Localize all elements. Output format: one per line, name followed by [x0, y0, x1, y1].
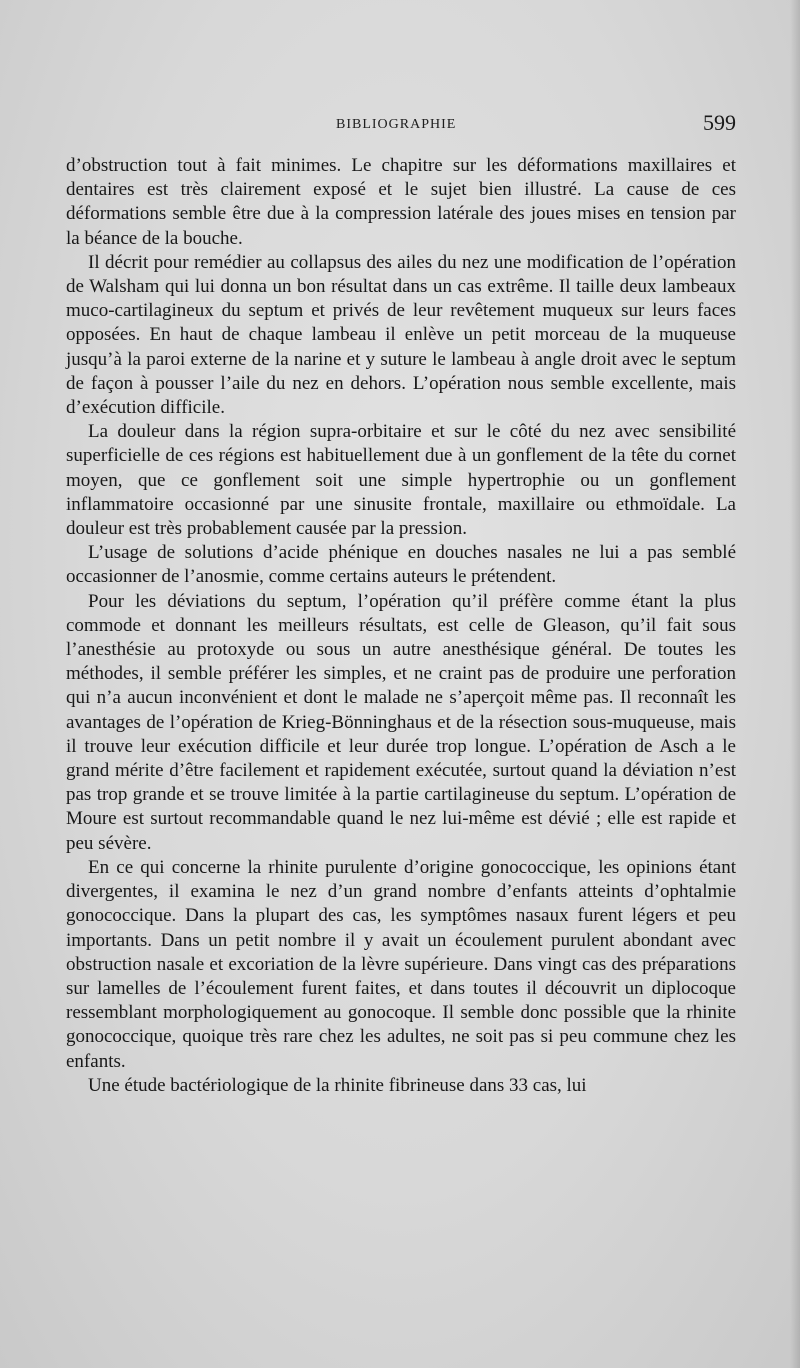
- paragraph-6: En ce qui concerne la rhinite purulente d’origine gonococcique, les opinions étant divergentes, il examina le nez d’un grand nombre d’enfants atteints d’ophtalmie gonococcique. Dans la plupart des cas, les symptômes nasaux furent légers et peu importants. Dans un petit nombre il y avait un écoulement purulent abondant avec obstruction nasale et excoriation de la lèvre supérieure. Dans vingt cas des préparations sur lamelles de l’écoulement furent faites, et dans toutes il découvrit un diplocoque ressemblant morphologiquement au gonocoque. Il semble donc possible que la rhinite gonococcique, quoique très rare chez les adultes, ne soit pas si peu commune chez les enfants.: [66, 856, 736, 1072]
- paragraph-7: Une étude bactériologique de la rhinite fibrineuse dans 33 cas, lui: [88, 1074, 587, 1096]
- body-text: [66, 154, 736, 1098]
- paragraph-5: Pour les déviations du septum, l’opération qu’il préfère comme étant la plus commode et donnant les meilleurs résultats, est celle de Gleason, qu’il fait sous l’anesthésie au protoxyde ou sous un autre anesthésique général. De toutes les méthodes, il semble préférer les simples, et ne craint pas de produire une perforation qui n’a aucun inconvénient et dont le malade ne s’aperçoit même pas. Il reconnaît les avantages de l’opération de Krieg-Bönninghaus et de la résection sous-muqueuse, mais il trouve leur exécution difficile et leur durée trop longue. L’opération de Asch a le grand mérite d’être facilement et rapidement exécutée, surtout quand la déviation n’est pas trop grande et se trouve limitée à la partie cartilagineuse du septum. L’opération de Moure est surtout recommandable quand le nez lui-même est dévié ; elle est rapide et peu sévère.: [66, 590, 736, 854]
- page-header: [66, 110, 736, 140]
- page-edge-shadow: [790, 0, 800, 1368]
- paragraph-1: d’obstruction tout à fait minimes. Le chapitre sur les déformations maxillaires et dentaires est très clairement exposé et le sujet bien illustré. La cause de ces déformations semble être due à la compression latérale des joues mises en tension par la béance de la bouche.: [66, 155, 736, 249]
- paragraph-4: L’usage de solutions d’acide phénique en douches nasales ne lui a pas semblé occasionner de l’anosmie, comme certains auteurs le prétendent.: [66, 542, 736, 588]
- page-number: 599: [703, 110, 736, 135]
- running-title: BIBLIOGRAPHIE: [336, 117, 457, 132]
- paragraph-2: Il décrit pour remédier au collapsus des ailes du nez une modification de l’opération de Walsham qui lui donna un bon résultat dans un cas extrême. Il taille deux lambeaux muco-cartilagineux du septum et privés de leur revêtement muqueux sur leurs faces opposées. En haut de chaque lambeau il enlève un petit morceau de la muqueuse jusqu’à la paroi externe de la narine et y suture le lambeau à angle droit avec le septum de façon à pousser l’aile du nez en dehors. L’opération nous semble excellente, mais d’exécution difficile.: [66, 251, 736, 419]
- paragraph-3: La douleur dans la région supra-orbitaire et sur le côté du nez avec sensibilité superficielle de ces régions est habituellement due à un gonflement de la tête du cornet moyen, que ce gonflement soit une simple hypertrophie ou un gonflement inflammatoire occasionné par une sinusite frontale, maxillaire ou ethmoïdale. La douleur est très probablement causée par la pression.: [66, 421, 736, 540]
